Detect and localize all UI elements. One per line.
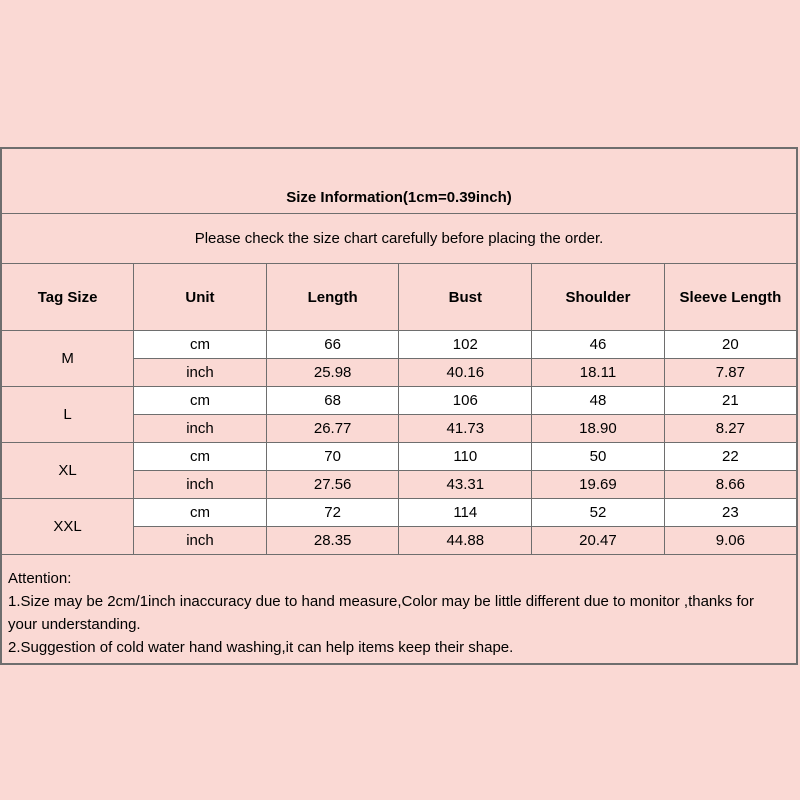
attention-note-1: 1.Size may be 2cm/1inch inaccuracy due to hand measure,Color may be little different due to monitor ,thanks for your understanding. [8,593,754,633]
cell-l-shoulder-cm: 48 [532,387,665,415]
cell-m-length-cm: 66 [266,331,399,359]
cell-xxl-sleeve-cm: 23 [664,499,797,527]
cell-l-bust-cm: 106 [399,387,532,415]
table-row-xl-cm [1,443,797,471]
table-row-xxl-cm [1,499,797,527]
tag-size-l: L [1,387,134,443]
cell-xxl-bust-cm: 114 [399,499,532,527]
size-chart-table [0,147,798,665]
cell-l-shoulder-inch: 18.90 [532,415,665,443]
cell-m-sleeve-cm: 20 [664,331,797,359]
attention-note-2: 2.Suggestion of cold water hand washing,it can help items keep their shape. [8,639,514,656]
unit-label-cm: cm [134,387,267,415]
column-header-tag-size: Tag Size [1,264,134,331]
column-header-unit: Unit [134,264,267,331]
cell-m-shoulder-inch: 18.11 [532,359,665,387]
unit-label-cm: cm [134,499,267,527]
cell-xl-sleeve-inch: 8.66 [664,471,797,499]
unit-label-inch: inch [134,359,267,387]
column-header-row [1,264,797,331]
cell-xl-shoulder-cm: 50 [532,443,665,471]
unit-label-cm: cm [134,331,267,359]
table-row-m-cm [1,331,797,359]
cell-xl-length-cm: 70 [266,443,399,471]
cell-xxl-shoulder-cm: 52 [532,499,665,527]
column-header-bust: Bust [399,264,532,331]
column-header-length: Length [266,264,399,331]
cell-m-bust-inch: 40.16 [399,359,532,387]
cell-m-bust-cm: 102 [399,331,532,359]
cell-m-shoulder-cm: 46 [532,331,665,359]
cell-xxl-length-inch: 28.35 [266,527,399,555]
table-row-l-cm [1,387,797,415]
attention-row [1,555,797,665]
cell-xxl-length-cm: 72 [266,499,399,527]
column-header-shoulder: Shoulder [532,264,665,331]
cell-l-length-cm: 68 [266,387,399,415]
tag-size-m: M [1,331,134,387]
column-header-sleeve-length: Sleeve Length [664,264,797,331]
cell-xl-bust-cm: 110 [399,443,532,471]
attention-section [1,555,797,665]
title-row [1,148,797,214]
cell-xxl-sleeve-inch: 9.06 [664,527,797,555]
cell-xl-length-inch: 27.56 [266,471,399,499]
unit-label-inch: inch [134,527,267,555]
subtitle-row [1,214,797,264]
size-chart-title: Size Information(1cm=0.39inch) [1,148,797,214]
cell-m-length-inch: 25.98 [266,359,399,387]
cell-xl-shoulder-inch: 19.69 [532,471,665,499]
cell-xxl-bust-inch: 44.88 [399,527,532,555]
tag-size-xxl: XXL [1,499,134,555]
cell-xl-bust-inch: 43.31 [399,471,532,499]
unit-label-inch: inch [134,471,267,499]
attention-heading: Attention: [8,570,72,587]
cell-l-bust-inch: 41.73 [399,415,532,443]
cell-l-length-inch: 26.77 [266,415,399,443]
unit-label-inch: inch [134,415,267,443]
cell-l-sleeve-inch: 8.27 [664,415,797,443]
cell-xxl-shoulder-inch: 20.47 [532,527,665,555]
unit-label-cm: cm [134,443,267,471]
cell-l-sleeve-cm: 21 [664,387,797,415]
cell-m-sleeve-inch: 7.87 [664,359,797,387]
size-chart-subtitle: Please check the size chart carefully before placing the order. [1,214,797,264]
tag-size-xl: XL [1,443,134,499]
cell-xl-sleeve-cm: 22 [664,443,797,471]
